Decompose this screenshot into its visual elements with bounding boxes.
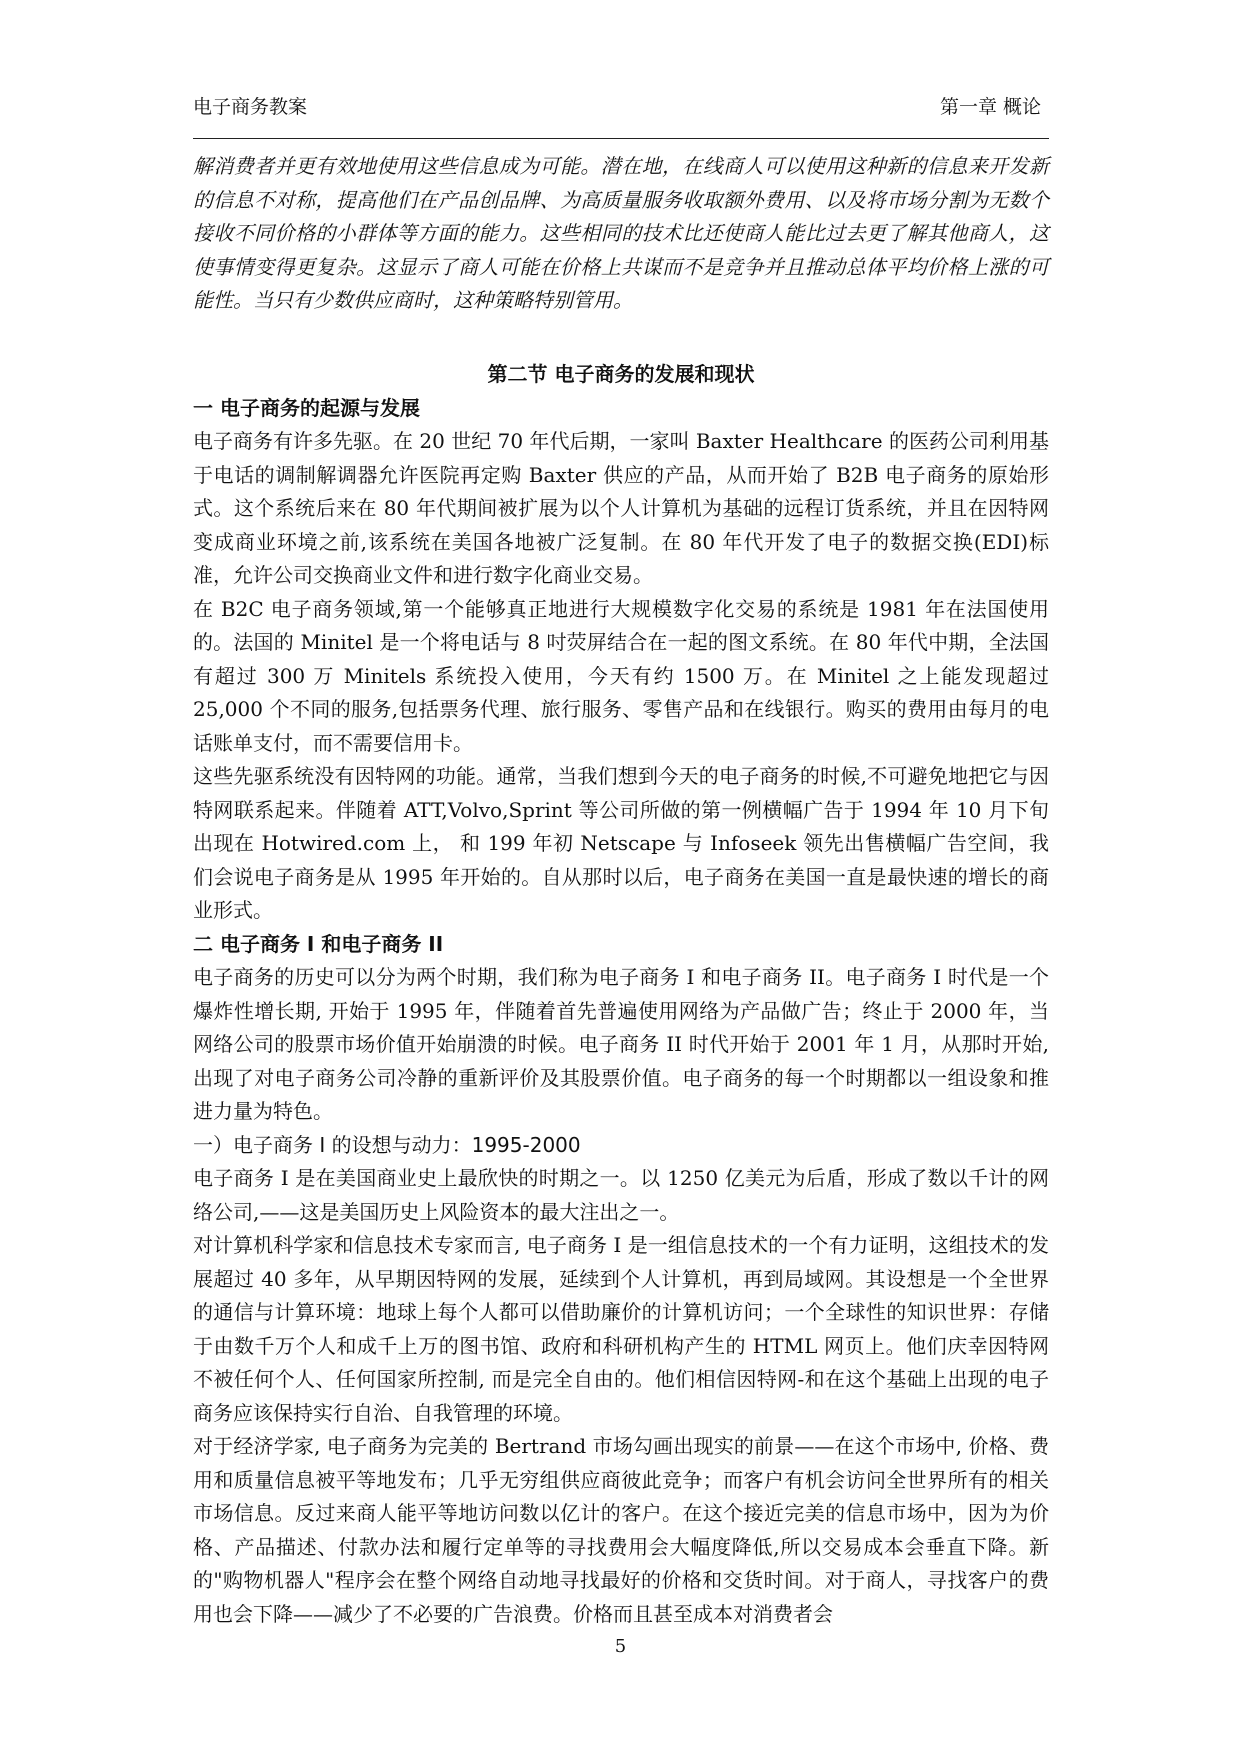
paragraph-4: 电子商务的历史可以分为两个时期，我们称为电子商务 I 和电子商务 II。电子商务 I 时代是一个爆炸性增长期, 开始于 1995 年，伴随着首先普遍使用网络为产品做广告；终止于 2000 年，当网络公司的股票市场价值开始崩溃的时候。电子商务 II 时代开始于 2001 年 1 月，从那时开始, 出现了对电子商务公司冷静的重新评价及其股票价值。电子商务的每一个时期都以一组设象和推进力量为特色。: [193, 965, 1049, 1123]
paragraph-5: 电子商务 I 是在美国商业史上最欣快的时期之一。以 1250 亿美元为后盾，形成了数以千计的网络公司,——这是美国历史上风险资本的最大注出之一。: [193, 1166, 1049, 1224]
header-chapter: 第一章 概论: [939, 96, 1041, 118]
header-rule: [193, 138, 1049, 139]
subheading-ecommerce-i: 一）电子商务 I 的设想与动力：1995-2000: [193, 1132, 581, 1157]
paragraph-7: 对于经济学家, 电子商务为完美的 Bertrand 市场勾画出现实的前景——在这个市场中, 价格、费用和质量信息被平等地发布；几乎无穷组供应商彼此竞争；而客户有机会访问全世界所有的相关市场信息。反过来商人能平等地访问数以亿计的客户。在这个接近完美的信息市场中，因为为价格、产品描述、付款办法和履行定单等的寻找费用会大幅度降低,所以交易成本会垂直下降。新的"购物机器人"程序会在整个网络自动地寻找最好的价格和交货时间。对于商人，寻找客户的费用也会下降——减少了不必要的广告浪费。价格而且甚至成本对消费者会: [193, 1434, 1049, 1626]
paragraph-1: 电子商务有许多先驱。在 20 世纪 70 年代后期，一家叫 Baxter Healthcare 的医药公司利用基于电话的调制解调器允许医院再定购 Baxter 供应的产品，从而开始了 B2B 电子商务的原始形式。这个系统后来在 80 年代期间被扩展为以个人计算机为基础的远程订货系统，并且在因特网变成商业环境之前,该系统在美国各地被广泛复制。在 80 年代开发了电子的数据交换(EDI)标准，允许公司交换商业文件和进行数字化商业交易。: [193, 429, 1049, 587]
paragraph-3: 这些先驱系统没有因特网的功能。通常，当我们想到今天的电子商务的时候,不可避免地把它与因特网联系起来。伴随着 ATT,Volvo,Sprint 等公司所做的第一例横幅广告于 1994 年 10 月下旬出现在 Hotwired.com 上， 和 199 年初 Netscape 与 Infoseek 领先出售横幅广告空间，我们会说电子商务是从 1995 年开始的。自从那时以后，电子商务在美国一直是最快速的增长的商业形式。: [193, 764, 1049, 922]
paragraph-2: 在 B2C 电子商务领域,第一个能够真正地进行大规模数字化交易的系统是 1981 年在法国使用的。法国的 Minitel 是一个将电话与 8 吋荧屏结合在一起的图文系统。在 80 年代中期，全法国有超过 300 万 Minitels 系统投入使用，今天有约 1500 万。在 Minitel 之上能发现超过 25,000 个不同的服务,包括票务代理、旅行服务、零售产品和在线银行。购买的费用由每月的电话账单支付，而不需要信用卡。: [193, 596, 1049, 755]
intro-paragraph: 解消费者并更有效地使用这些信息成为可能。潜在地，在线商人可以使用这种新的信息来开发新的信息不对称，提高他们在产品创品牌、为高质量服务收取额外费用、以及将市场分割为无数个接收不同价格的小群体等方面的能力。这些相同的技术比还使商人能比过去更了解其他商人，这使事情变得更复杂。这显示了商人可能在价格上共谋而不是竞争并且推动总体平均价格上涨的可能性。当只有少数供应商时，这种策略特别管用。: [193, 154, 1049, 312]
heading-ecommerce-i-ii: 二 电子商务 I 和电子商务 II: [193, 931, 444, 956]
header-doc-title: 电子商务教案: [193, 96, 308, 118]
section-title: 第二节 电子商务的发展和现状: [487, 361, 755, 386]
page-number: 5: [614, 1636, 627, 1657]
paragraph-6: 对计算机科学家和信息技术专家而言, 电子商务 I 是一组信息技术的一个有力证明，这组技术的发展超过 40 多年，从早期因特网的发展，延续到个人计算机，再到局域网。其设想是一个全世界的通信与计算环境：地球上每个人都可以借助廉价的计算机访问；一个全球性的知识世界：存储于由数千万个人和成千上万的图书馆、政府和科研机构产生的 HTML 网页上。他们庆幸因特网不被任何个人、任何国家所控制, 而是完全自由的。他们相信因特网-和在这个基础上出现的电子商务应该保持实行自治、自我管理的环境。: [193, 1233, 1049, 1425]
page-content: [193, 150, 1049, 1631]
heading-origin: 一 电子商务的起源与发展: [193, 395, 420, 420]
